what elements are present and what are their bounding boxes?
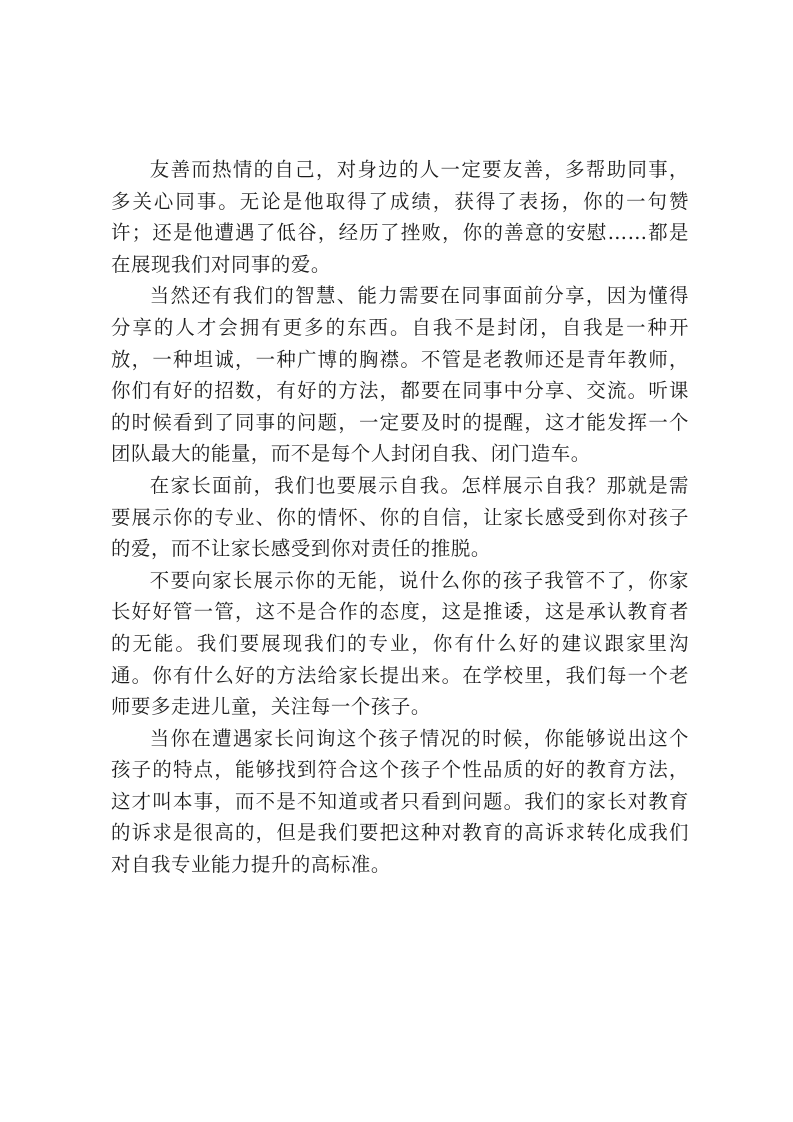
paragraph-1: 友善而热情的自己，对身边的人一定要友善，多帮助同事，多关心同事。无论是他取得了成绩，获得了表扬，你的一句赞许；还是他遭遇了低谷，经历了挫败，你的善意的安慰……都是在展现我们对同事的爱。 [111, 158, 689, 276]
paragraph-3: 在家长面前，我们也要展示自我。怎样展示自我？那就是需要展示你的专业、你的情怀、你的自信，让家长感受到你对孩子的爱，而不让家长感受到你对责任的推脱。 [111, 473, 689, 561]
document-body [111, 154, 689, 881]
paragraph-2: 当然还有我们的智慧、能力需要在同事面前分享，因为懂得分享的人才会拥有更多的东西。自我不是封闭，自我是一种开放，一种坦诚，一种广博的胸襟。不管是老教师还是青年教师，你们有好的招数，有好的方法，都要在同事中分享、交流。听课的时候看到了同事的问题，一定要及时的提醒，这才能发挥一个团队最大的能量，而不是每个人封闭自我、闭门造车。 [111, 284, 689, 466]
paragraph-5: 当你在遭遇家长问询这个孩子情况的时候，你能够说出这个孩子的特点，能够找到符合这个孩子个性品质的好的教育方法，这才叫本事，而不是不知道或者只看到问题。我们的家长对教育的诉求是很高的，但是我们要把这种对教育的高诉求转化成我们对自我专业能力提升的高标准。 [111, 726, 689, 877]
paragraph-4: 不要向家长展示你的无能，说什么你的孩子我管不了，你家长好好管一管，这不是合作的态度，这是推诿，这是承认教育者的无能。我们要展现我们的专业，你有什么好的建议跟家里沟通。你有什么好的方法给家长提出来。在学校里，我们每一个老师要多走进儿童，关注每一个孩子。 [111, 568, 689, 719]
